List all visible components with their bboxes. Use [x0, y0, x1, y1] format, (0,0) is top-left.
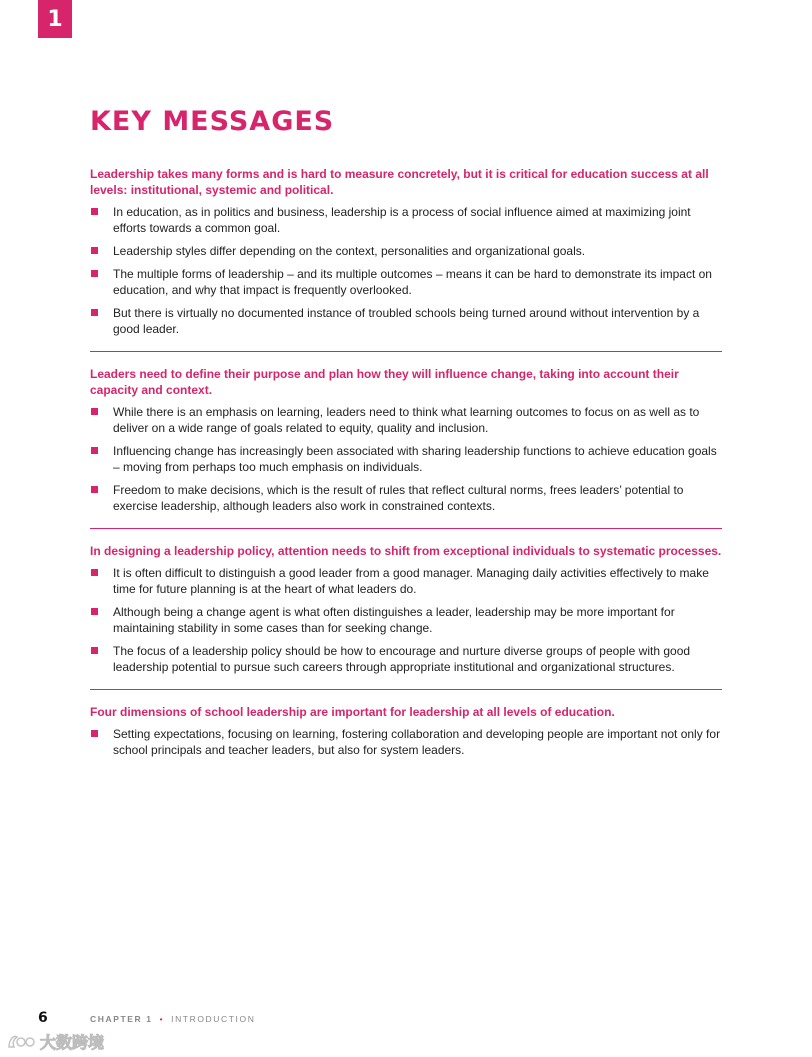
bullet-text: While there is an emphasis on learning, leaders need to think what learning outcomes to focus on as well as to deliver on a wide range of goals related to equity, quality and inclusion. [113, 405, 700, 435]
section-heading: In designing a leadership policy, attention needs to shift from exceptional individuals to systematic processes. [90, 544, 722, 558]
square-bullet-icon [91, 608, 98, 615]
square-bullet-icon [91, 647, 98, 654]
square-bullet-icon [91, 247, 98, 254]
page-number: 6 [38, 1010, 48, 1026]
bullet-list [90, 404, 722, 514]
watermark-text: 大数跨境 [40, 1033, 105, 1052]
running-head [90, 1014, 255, 1024]
bullet-item [90, 565, 722, 597]
watermark-logo-icon [6, 1031, 36, 1053]
section-heading: Four dimensions of school leadership are important for leadership at all levels of education. [90, 705, 615, 719]
bullet-text: Freedom to make decisions, which is the result of rules that reflect cultural norms, frees leaders’ potential to exercise leadership, although leaders also work in constrained contexts. [113, 483, 684, 513]
bullet-text: The focus of a leadership policy should be how to encourage and nurture diverse groups of people with good leadership potential to pursue such careers through appropriate institutional and organizational structures. [113, 644, 691, 674]
square-bullet-icon [91, 569, 98, 576]
page-footer [38, 1010, 255, 1026]
bullet-list [90, 565, 722, 675]
bullet-item [90, 243, 722, 259]
section-heading: Leaders need to define their purpose and plan how they will influence change, taking into account their capacity and context. [90, 367, 679, 397]
bullet-item [90, 404, 722, 436]
bullet-text: It is often difficult to distinguish a good leader from a good manager. Managing daily activities effectively to make time for future planning is at the heart of what leaders do. [113, 566, 709, 596]
bullet-list [90, 204, 722, 337]
bullet-item [90, 726, 722, 758]
page-title: KEY MESSAGES [90, 106, 335, 137]
square-bullet-icon [91, 270, 98, 277]
chapter-label: CHAPTER [90, 1014, 143, 1024]
bullet-item [90, 204, 722, 236]
bullet-text: Leadership styles differ depending on the context, personalities and organizational goals. [113, 244, 586, 258]
bullet-text: The multiple forms of leadership – and its multiple outcomes – means it can be hard to demonstrate its impact on education, and why that impact is frequently overlooked. [113, 267, 712, 297]
square-bullet-icon [91, 486, 98, 493]
square-bullet-icon [91, 447, 98, 454]
square-bullet-icon [91, 309, 98, 316]
bullet-item [90, 266, 722, 298]
bullet-item [90, 643, 722, 675]
bullet-item [90, 443, 722, 475]
bullet-item [90, 482, 722, 514]
bullet-list [90, 726, 722, 758]
square-bullet-icon [91, 408, 98, 415]
bullet-text: Influencing change has increasingly been associated with sharing leadership functions to achieve education goals – moving from perhaps too much emphasis on individuals. [113, 444, 717, 474]
footer-separator: • [159, 1014, 165, 1024]
watermark [6, 1030, 104, 1053]
chapter-number: 1 [146, 1014, 153, 1024]
bullet-text: But there is virtually no documented instance of troubled schools being turned around without intervention by a good leader. [113, 306, 700, 336]
square-bullet-icon [91, 730, 98, 737]
section-title: INTRODUCTION [171, 1014, 256, 1024]
message-section [90, 366, 722, 529]
message-section [90, 166, 722, 352]
bullet-text: In education, as in politics and business, leadership is a process of social influence aimed at maximizing joint efforts towards a common goal. [113, 205, 691, 235]
square-bullet-icon [91, 208, 98, 215]
bullet-text: Setting expectations, focusing on learning, fostering collaboration and developing people are important not only for school principals and teacher leaders, but also for system leaders. [113, 727, 721, 757]
bullet-text: Although being a change agent is what often distinguishes a leader, leadership may be more important for maintaining stability in some cases than for seeking change. [113, 605, 675, 635]
message-section [90, 704, 722, 772]
bullet-item [90, 604, 722, 636]
section-heading: Leadership takes many forms and is hard to measure concretely, but it is critical for education success at all levels: institutional, systemic and political. [90, 167, 709, 197]
bullet-item [90, 305, 722, 337]
chapter-tab: 1 [38, 0, 72, 38]
message-section [90, 543, 722, 690]
key-messages-content [90, 166, 722, 786]
